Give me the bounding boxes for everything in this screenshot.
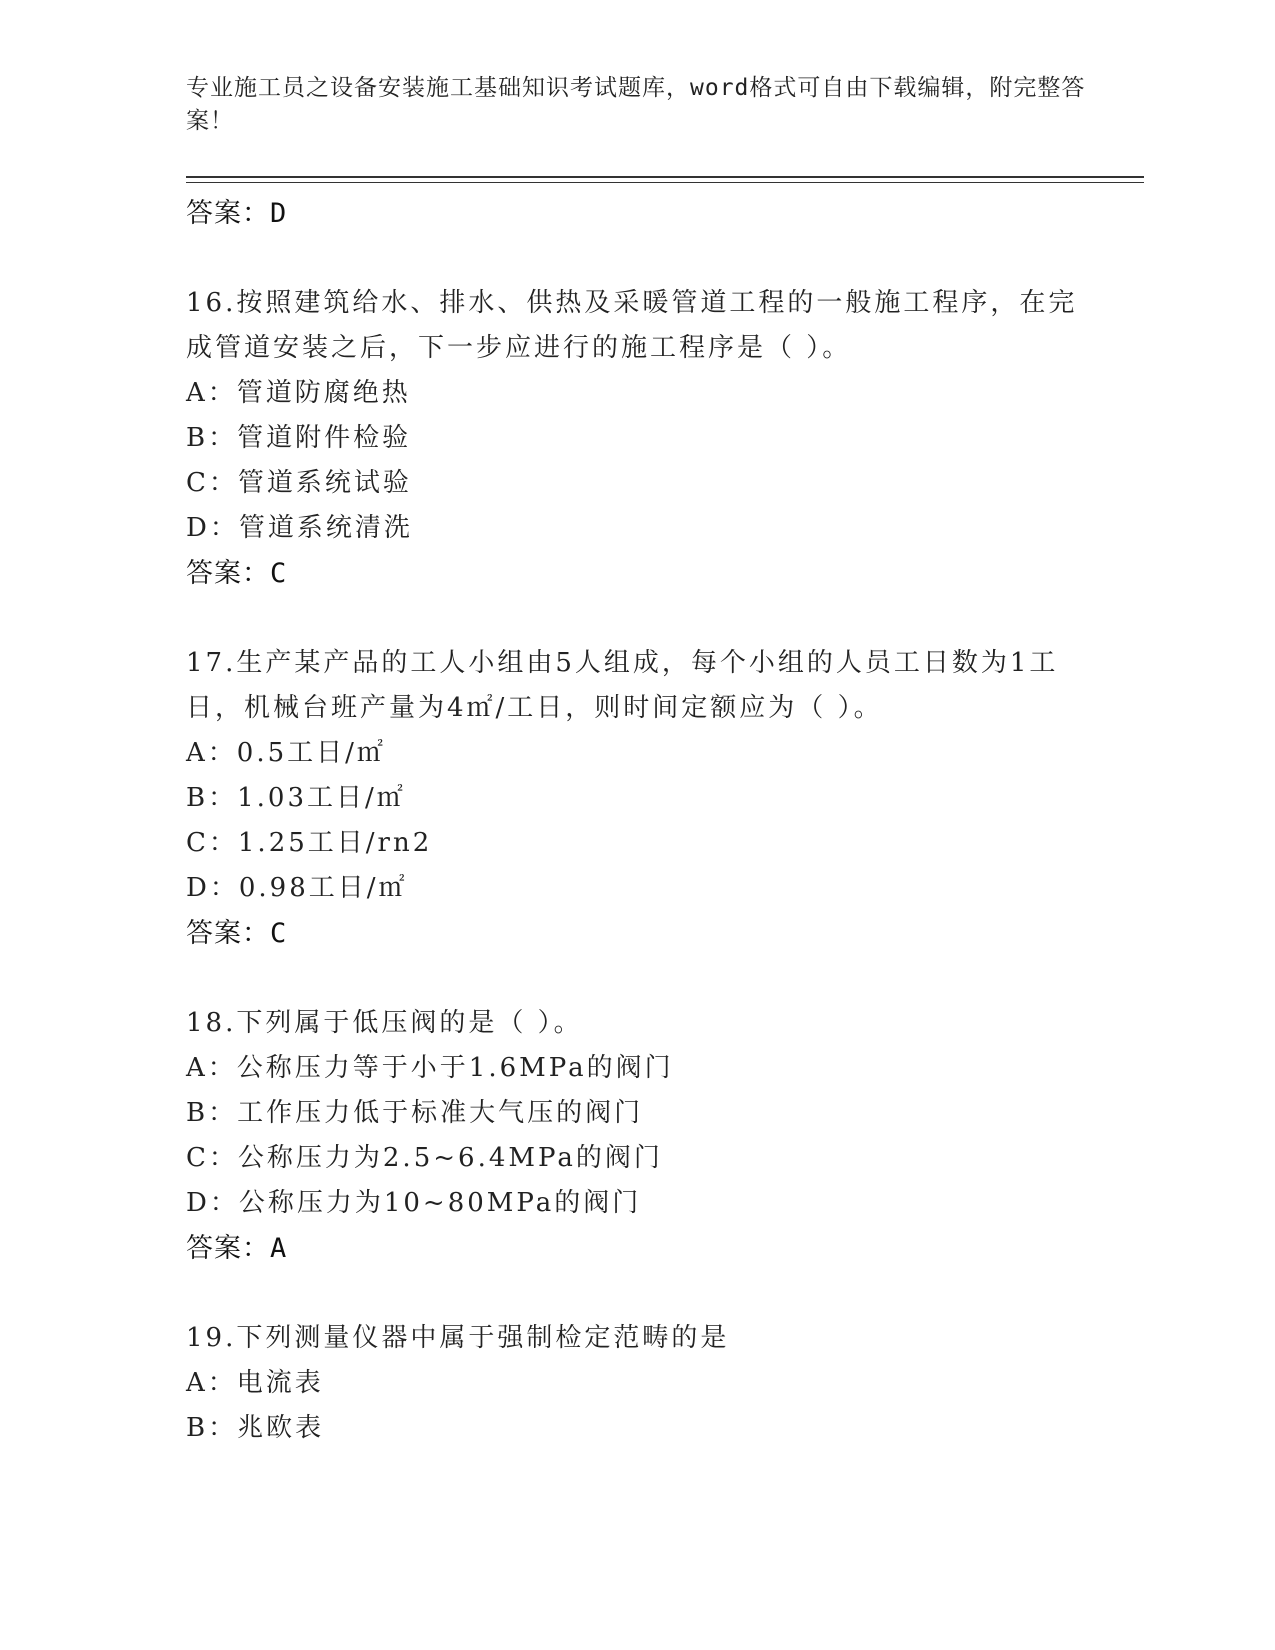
header-divider-thin: [186, 182, 1144, 183]
option-d: D：管道系统清洗: [186, 513, 413, 543]
option-b: B：管道附件检验: [186, 423, 412, 453]
question-item: [186, 1316, 1086, 1451]
answer-label: 答案：D: [186, 198, 288, 229]
option-b: B：兆欧表: [186, 1413, 325, 1443]
answer-label: 答案：C: [186, 918, 288, 949]
question-list: [186, 191, 1086, 1451]
option-c: C：公称压力为2.5~6.4MPa的阀门: [186, 1143, 663, 1173]
question-stem: 18.下列属于低压阀的是（ ）。: [186, 1008, 583, 1038]
question-item: [186, 1001, 1086, 1271]
answer-label: 答案：C: [186, 558, 288, 589]
header-divider: [186, 176, 1144, 178]
option-a: A：公称压力等于小于1.6MPa的阀门: [186, 1053, 674, 1083]
question-item: [186, 281, 1086, 596]
option-a: A：0.5工日/㎡: [186, 738, 386, 768]
option-c: C：管道系统试验: [186, 468, 412, 498]
question-stem: 17.生产某产品的工人小组由5人组成，每个小组的人员工日数为1工日，机械台班产量为4㎡/工日，则时间定额应为（ ）。: [186, 648, 1059, 723]
option-a: A：电流表: [186, 1368, 324, 1398]
option-b: B：工作压力低于标准大气压的阀门: [186, 1098, 644, 1128]
option-d: D：公称压力为10~80MPa的阀门: [186, 1188, 642, 1218]
option-b: B：1.03工日/㎡: [186, 783, 406, 813]
question-stem: 19.下列测量仪器中属于强制检定范畴的是: [186, 1323, 730, 1353]
page-header: 专业施工员之设备安装施工基础知识考试题库，word格式可自由下载编辑，附完整答案！: [186, 75, 1086, 134]
question-stem: 16.按照建筑给水、排水、供热及采暖管道工程的一般施工程序，在完成管道安装之后，下一步应进行的施工程序是（ ）。: [186, 288, 1078, 363]
answer-label: 答案：A: [186, 1233, 288, 1264]
option-d: D：0.98工日/㎡: [186, 873, 408, 903]
question-item: [186, 641, 1086, 956]
option-a: A：管道防腐绝热: [186, 378, 411, 408]
option-c: C：1.25工日/rn2: [186, 828, 433, 858]
